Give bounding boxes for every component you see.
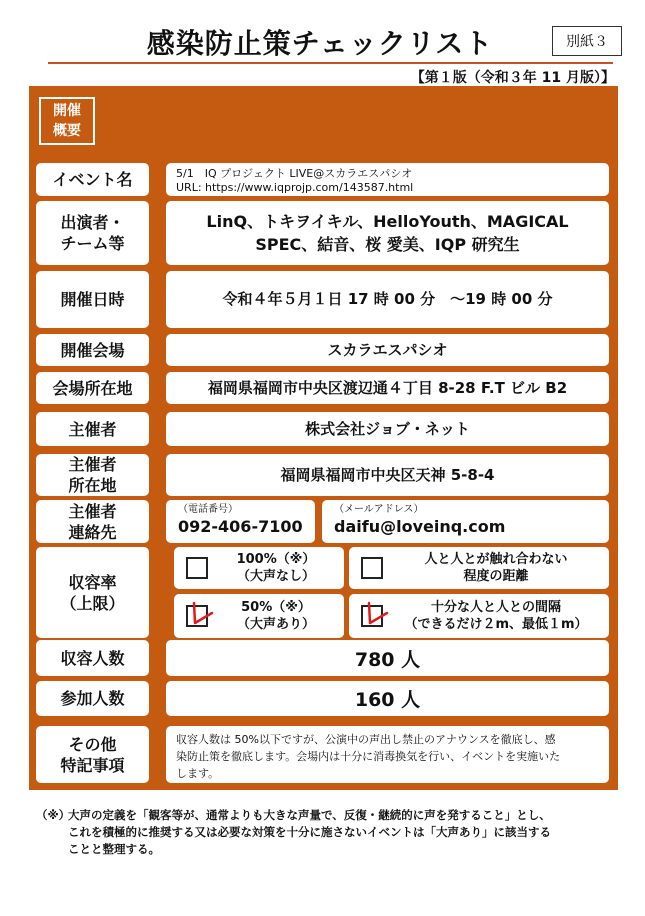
option-100-line2: （大声なし） [236, 569, 315, 584]
checkbox-sufficient-distance[interactable] [361, 605, 383, 627]
performers-value [166, 201, 609, 265]
datetime-label-text: 開催日時 [60, 290, 125, 309]
capacity-label-text: 収容人数 [60, 648, 125, 668]
overview-tag-line1: 開催 [53, 103, 81, 119]
option-100-line1: 100%（※） [236, 552, 316, 567]
footnote-mark: （※） [36, 808, 71, 822]
email-caption: （メールアドレス） [334, 504, 424, 515]
organizer-value-text: 株式会社ジョブ・ネット [305, 419, 470, 438]
overview-tag [39, 97, 95, 145]
attendance-label [36, 681, 149, 716]
email-address: daifu@loveinq.com [334, 517, 506, 536]
capacity-option-100 [174, 547, 344, 589]
capacity-value-text: 780 人 [354, 648, 421, 671]
capacity-option-contact-distance [349, 547, 609, 589]
contact-label [36, 500, 149, 543]
attendance-value-text: 160 人 [354, 689, 421, 711]
notes-value [166, 726, 609, 783]
performers-label [36, 201, 149, 265]
footnote-line1: 大声の定義を「観客等が、通常よりも大きな声量で、反復・継続的に声を発すること」とし、 [68, 808, 551, 822]
venue-address-label-text: 会場所在地 [52, 378, 133, 398]
option-50-line1: 50%（※） [241, 600, 311, 615]
check-mark-icon [361, 599, 391, 631]
datetime-label [36, 271, 149, 328]
contact-label-line1: 主催者 [68, 501, 117, 521]
venue-value [166, 334, 609, 366]
attachment-label: 別紙３ [552, 26, 622, 56]
capacity-option-50 [174, 594, 344, 638]
attendance-value [166, 681, 609, 716]
organizer-value [166, 412, 609, 446]
venue-address-value [166, 372, 609, 404]
notes-label [36, 726, 149, 783]
overview-tag-line2: 概要 [53, 123, 81, 139]
event-url-text: URL: https://www.iqprojp.com/143587.html [176, 181, 414, 194]
datetime-value [166, 271, 609, 328]
event-name-label-text: イベント名 [52, 170, 133, 189]
capacity-label [36, 640, 149, 676]
notes-line2: 染防止策を徹底します。会場内は十分に消毒換気を行い、イベントを実施いた [176, 750, 561, 763]
event-name-value [166, 163, 609, 196]
option-contact-distance-line2: 程度の距離 [463, 569, 529, 584]
notes-line3: します。 [176, 767, 220, 780]
checkbox-contact-distance[interactable] [361, 557, 383, 579]
footnote [36, 807, 626, 858]
footnote-line2: これを積極的に推奨する又は必要な対策を十分に施さないイベントは「大声あり」に該当する [68, 825, 551, 839]
organizer-address-value [166, 454, 609, 496]
page-title: 感染防止策チェックリスト [146, 27, 494, 60]
event-name-label [36, 163, 149, 196]
venue-value-text: スカラエスパシオ [327, 340, 448, 359]
option-50-line2: （大声あり） [236, 617, 315, 632]
footnote-line3: ことと整理する。 [68, 842, 160, 856]
contact-email-box [322, 500, 609, 543]
capacity-value [166, 640, 609, 676]
phone-number: 092-406-7100 [178, 517, 303, 536]
option-sufficient-distance-line1: 十分な人と人との間隔 [430, 600, 561, 615]
capacity-rate-label [36, 547, 149, 638]
notes-label-line1: その他 [68, 734, 117, 754]
notes-label-line2: 特記事項 [60, 755, 125, 775]
venue-label [36, 334, 149, 366]
performers-line2: SPEC、結音、桜 愛美、IQP 研究生 [255, 235, 520, 254]
datetime-value-text: 令和４年５月１日 17 時 00 分 ～19 時 00 分 [222, 290, 553, 308]
organizer-address-label [36, 454, 149, 496]
performers-line1: LinQ、トキヲイキル、HelloYouth、MAGICAL [206, 212, 569, 231]
organizer-address-label-line2: 所在地 [68, 476, 117, 495]
capacity-rate-label-line2: （上限） [60, 593, 125, 613]
phone-caption: （電話番号） [178, 504, 238, 515]
performers-label-line2: チーム等 [60, 234, 125, 253]
venue-address-label [36, 372, 149, 404]
contact-label-line2: 連絡先 [68, 522, 117, 542]
checkbox-50[interactable] [186, 605, 208, 627]
organizer-address-value-text: 福岡県福岡市中央区天神 5-8-4 [280, 465, 495, 484]
contact-phone-box [166, 500, 315, 543]
capacity-rate-label-line1: 収容率 [68, 572, 117, 592]
event-name-text: 5/1 IQ プロジェクト LIVE@スカラエスパシオ [176, 167, 413, 180]
venue-label-text: 開催会場 [60, 340, 125, 360]
version-label: 【第１版（令和３年 11 月版）】 [410, 70, 615, 86]
option-contact-distance-line1: 人と人とが触れ合わない [424, 552, 568, 567]
option-sufficient-distance-line2: （できるだけ２m、最低１m） [404, 617, 588, 632]
checklist-panel [29, 86, 618, 790]
title-underline [48, 62, 613, 64]
venue-address-value-text: 福岡県福岡市中央区渡辺通４丁目 8-28 F.T ビル B2 [207, 378, 568, 397]
capacity-option-sufficient-distance [349, 594, 609, 638]
checkbox-100[interactable] [186, 557, 208, 579]
organizer-label [36, 412, 149, 446]
check-mark-icon [186, 599, 216, 631]
organizer-address-label-line1: 主催者 [68, 455, 117, 474]
attendance-label-text: 参加人数 [60, 689, 125, 708]
notes-line1: 収容人数は 50%以下ですが、公演中の声出し禁止のアナウンスを徹底し、感 [176, 733, 556, 746]
performers-label-line1: 出演者・ [60, 213, 125, 232]
organizer-label-text: 主催者 [68, 419, 117, 439]
